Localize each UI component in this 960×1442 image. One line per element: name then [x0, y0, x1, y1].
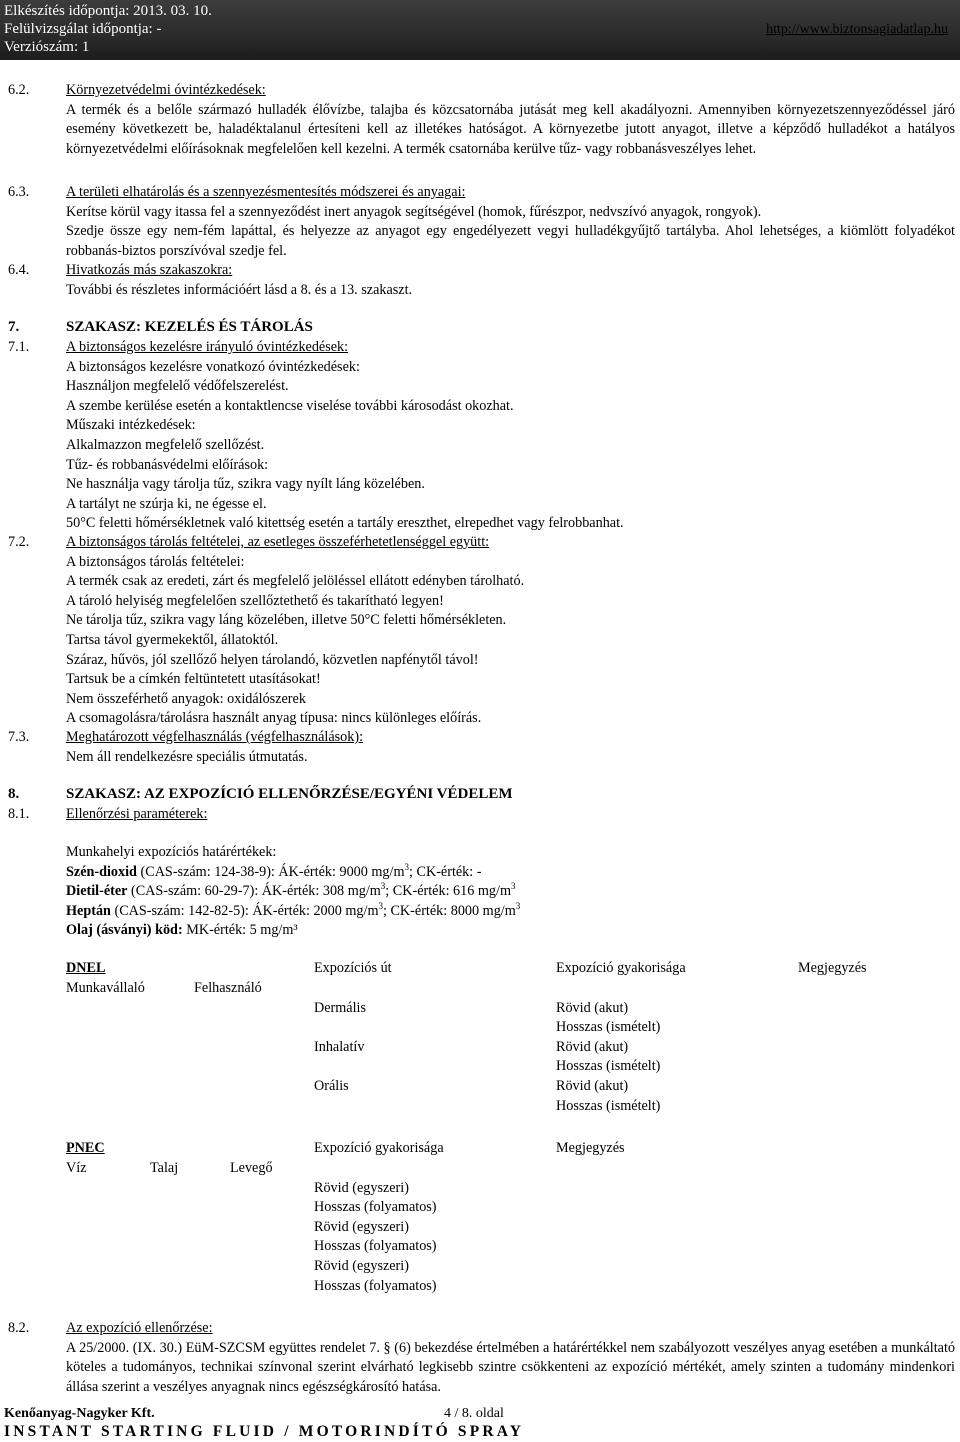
table-cell: Orális: [314, 1077, 349, 1094]
text-line: A tartályt ne szúrja ki, ne égesse el.: [66, 495, 267, 512]
table-row: [62, 1179, 794, 1218]
text-line: Száraz, hűvös, jól szellőző helyen tárolandó, közvetlen napfénytől távol!: [66, 651, 479, 668]
table-row: [62, 979, 944, 999]
table-cell: Inhalatív: [314, 1038, 365, 1055]
table-cell: Rövid (egyszeri) Hosszas (folyamatos): [314, 1179, 437, 1216]
section-text: Nem áll rendelkezésre speciális útmutatás.: [66, 748, 308, 765]
text-line: A tároló helyiség megfelelően szellőztethető és takarítható legyen!: [66, 592, 444, 609]
table-title: DNEL: [66, 960, 106, 976]
column-header: Talaj: [150, 1159, 179, 1176]
text-line: Tartsuk be a címkén feltüntetett utasításokat!: [66, 671, 321, 688]
text-line: Ne használja vagy tárolja tűz, szikra vagy nyílt láng közelében.: [66, 476, 425, 493]
section-text: A 25/2000. (IX. 30.) EüM-SZCSM együttes rendelet 7. § (6) bekezdése értelmében a határértékkel nem szabályozott veszélyes anyag esetében a munkáltató köteles a tudományos, technikai színvonal szerint elvárható legkisebb szintre csökkenteni az expozíció mértékét, amely szinten a tudomány mindenkori állása szerint a veszélyes anyagnak nincs egészségkárosító hatása.: [66, 1339, 955, 1395]
section-number: 7.1.: [8, 339, 30, 355]
section-7-3: [8, 728, 955, 767]
text-line: Ne tárolja tűz, szikra vagy láng közelében, illetve 50°C feletti hőmérsékleten.: [66, 612, 507, 629]
section-title: Ellenőrzési paraméterek:: [66, 806, 208, 822]
limit-diethyl-ether: Dietil-éter (CAS-szám: 60-29-7): ÁK-érték: 308 $mg/m^3$; CK-érték: 616 $mg/m^3$: [66, 881, 516, 900]
limit-mineral-oil-mist: Olaj (ásványi) köd: MK-érték: 5 mg/m³: [66, 922, 298, 939]
section-6-2: [8, 81, 955, 159]
table-cell: Dermális: [314, 999, 367, 1016]
text-line: A termék csak az eredeti, zárt és megfelelő jelöléssel ellátott edényben tárolható.: [66, 573, 525, 590]
table-row: [62, 1218, 794, 1257]
pnec-table: [62, 1139, 794, 1296]
section-7-2: [8, 533, 955, 729]
table-row: [62, 1257, 794, 1296]
section-title: A területi elhatárolás és a szennyezésmentesítés módszerei és anyagai:: [66, 184, 466, 200]
text-line: A szembe kerülése esetén a kontaktlencse viselése további károsodást okozhat.: [66, 397, 514, 414]
limit-heptane: Heptán (CAS-szám: 142-82-5): ÁK-érték: 2000 $mg/m^3$; CK-érték: 8000 $mg/m^3$: [66, 900, 521, 919]
section-number: 6.3.: [8, 184, 30, 200]
column-header: Megjegyzés: [798, 960, 867, 976]
limit-carbon-dioxide: Szén-dioxid (CAS-szám: 124-38-9): ÁK-érték: 9000 $mg/m^3$; CK-érték: -: [66, 861, 482, 880]
section-number: 6.2.: [8, 82, 30, 98]
table-title: PNEC: [66, 1140, 105, 1156]
column-header: Felhasználó: [194, 979, 262, 996]
table-row: [62, 1159, 794, 1179]
text-line: Nem összeférhető anyagok: oxidálószerek: [66, 690, 306, 707]
text-line: A biztonságos kezelésre vonatkozó óvintézkedések:: [66, 358, 360, 375]
text-line: 50°C feletti hőmérsékletnek való kitettség esetén a tartály ereszthet, elrepedhet vagy felrobbanhat.: [66, 515, 624, 532]
footer-product: INSTANT STARTING FLUID / MOTORINDÍTÓ SPRAY: [4, 1423, 525, 1440]
exposure-limits: [8, 843, 955, 941]
column-header: Expozíció gyakorisága: [556, 960, 686, 976]
section-title: Környezetvédelmi óvintézkedések:: [66, 82, 266, 98]
section-8-2: [8, 1319, 955, 1397]
page-number: 4 / 8. oldal: [444, 1406, 504, 1421]
table-row: [62, 959, 944, 979]
limits-title: Munkahelyi expozíciós határértékek:: [66, 844, 277, 860]
text-line: Használjon megfelelő védőfelszerelést.: [66, 378, 289, 395]
table-cell: Rövid (egyszeri) Hosszas (folyamatos): [314, 1218, 437, 1255]
section-number: 8.: [8, 786, 20, 802]
section-6-4: [8, 261, 955, 300]
created-date: Elkészítés időpontja: 2013. 03. 10.: [4, 3, 212, 19]
column-header: Levegő: [230, 1159, 273, 1176]
text-line: A csomagolásra/tárolásra használt anyag típusa: nincs különleges előírás.: [66, 710, 482, 727]
section-title: Hivatkozás más szakaszokra:: [66, 262, 233, 278]
text-line: Alkalmazzon megfelelő szellőzést.: [66, 436, 265, 453]
section-title: A biztonságos tárolás feltételei, az esetleges összeférhetetlenséggel együtt:: [66, 534, 490, 550]
table-row: [62, 999, 944, 1038]
section-6-3: [8, 183, 955, 261]
header-link[interactable]: http://www.biztonsagiadatlap.hu: [766, 22, 948, 37]
section-text: Kerítse körül vagy itassa fel a szennyeződést inert anyagok segítségével (homok, fűrészpor, nedvszívó anyagok, rongyok).: [66, 203, 762, 220]
table-cell: Rövid (egyszeri) Hosszas (folyamatos): [314, 1257, 437, 1294]
column-header: Expozíció gyakorisága: [314, 1140, 444, 1156]
section-text: További és részletes információért lásd a 8. és a 13. szakaszt.: [66, 281, 413, 298]
section-8-1: [8, 805, 955, 825]
table-row: [62, 1038, 944, 1077]
revision-date: Felülvizsgálat időpontja: -: [4, 21, 162, 37]
column-header: Munkavállaló: [66, 979, 145, 996]
page-header: [0, 0, 960, 60]
section-number: 8.2.: [8, 1320, 30, 1336]
section-number: 7.: [8, 319, 20, 335]
footer-company: Kenőanyag-Nagyker Kft.: [4, 1406, 155, 1421]
section-title: Az expozíció ellenőrzése:: [66, 1320, 213, 1336]
column-header: Megjegyzés: [556, 1140, 625, 1156]
text-line: Tűz- és robbanásvédelmi előírások:: [66, 456, 269, 473]
text-line: Műszaki intézkedések:: [66, 417, 196, 434]
section-title: SZAKASZ: AZ EXPOZÍCIÓ ELLENŐRZÉSE/EGYÉNI VÉDELEM: [66, 786, 513, 802]
section-number: 7.3.: [8, 729, 30, 745]
section-7-1: [8, 338, 955, 534]
section-title: Meghatározott végfelhasználás (végfelhasználások):: [66, 729, 364, 745]
section-number: 7.2.: [8, 534, 30, 550]
table-cell: Rövid (akut) Hosszas (ismételt): [556, 1077, 661, 1114]
table-cell: Rövid (akut) Hosszas (ismételt): [556, 999, 661, 1036]
section-number: 8.1.: [8, 806, 30, 822]
dnel-table: [62, 959, 944, 1116]
section-text: A termék és a belőle származó hulladék élővízbe, talajba és közcsatornába jutását meg kell akadályozni. Amennyiben környezetszennyeződéssel járó esemény következett be, haladéktalanul értesíteni kell az illetékes hatóságot. A környezetbe jutott anyagot, illetve a képződő hulladékot a hatályos környezetvédelmi előírásoknak megfelelően kell kezelni. A termék csatornába kerülve tűz- vagy robbanásveszélyes lehet.: [66, 101, 955, 157]
section-title: A biztonságos kezelésre irányuló óvintézkedések:: [66, 339, 349, 355]
section-7-heading: [8, 318, 955, 338]
section-title: SZAKASZ: KEZELÉS ÉS TÁROLÁS: [66, 319, 313, 335]
section-number: 6.4.: [8, 262, 30, 278]
text-line: Tartsa távol gyermekektől, állatoktól.: [66, 631, 279, 648]
section-text: Szedje össze egy nem-fém lapáttal, és helyezze az anyagot egy engedélyezett vegyi hulladékgyűjtő tartályba. Ahol lehetséges, a kiömlött folyadékot robbanás-biztos porszívóval szedje fel.: [66, 223, 955, 259]
table-row: [62, 1077, 944, 1116]
column-header: Víz: [66, 1159, 87, 1176]
text-line: A biztonságos tárolás feltételei:: [66, 553, 245, 570]
column-header: Expozíciós út: [314, 960, 392, 976]
section-8-heading: [8, 785, 955, 805]
table-cell: Rövid (akut) Hosszas (ismételt): [556, 1038, 661, 1075]
version: Verziószám: 1: [4, 39, 90, 55]
table-row: [62, 1139, 794, 1159]
